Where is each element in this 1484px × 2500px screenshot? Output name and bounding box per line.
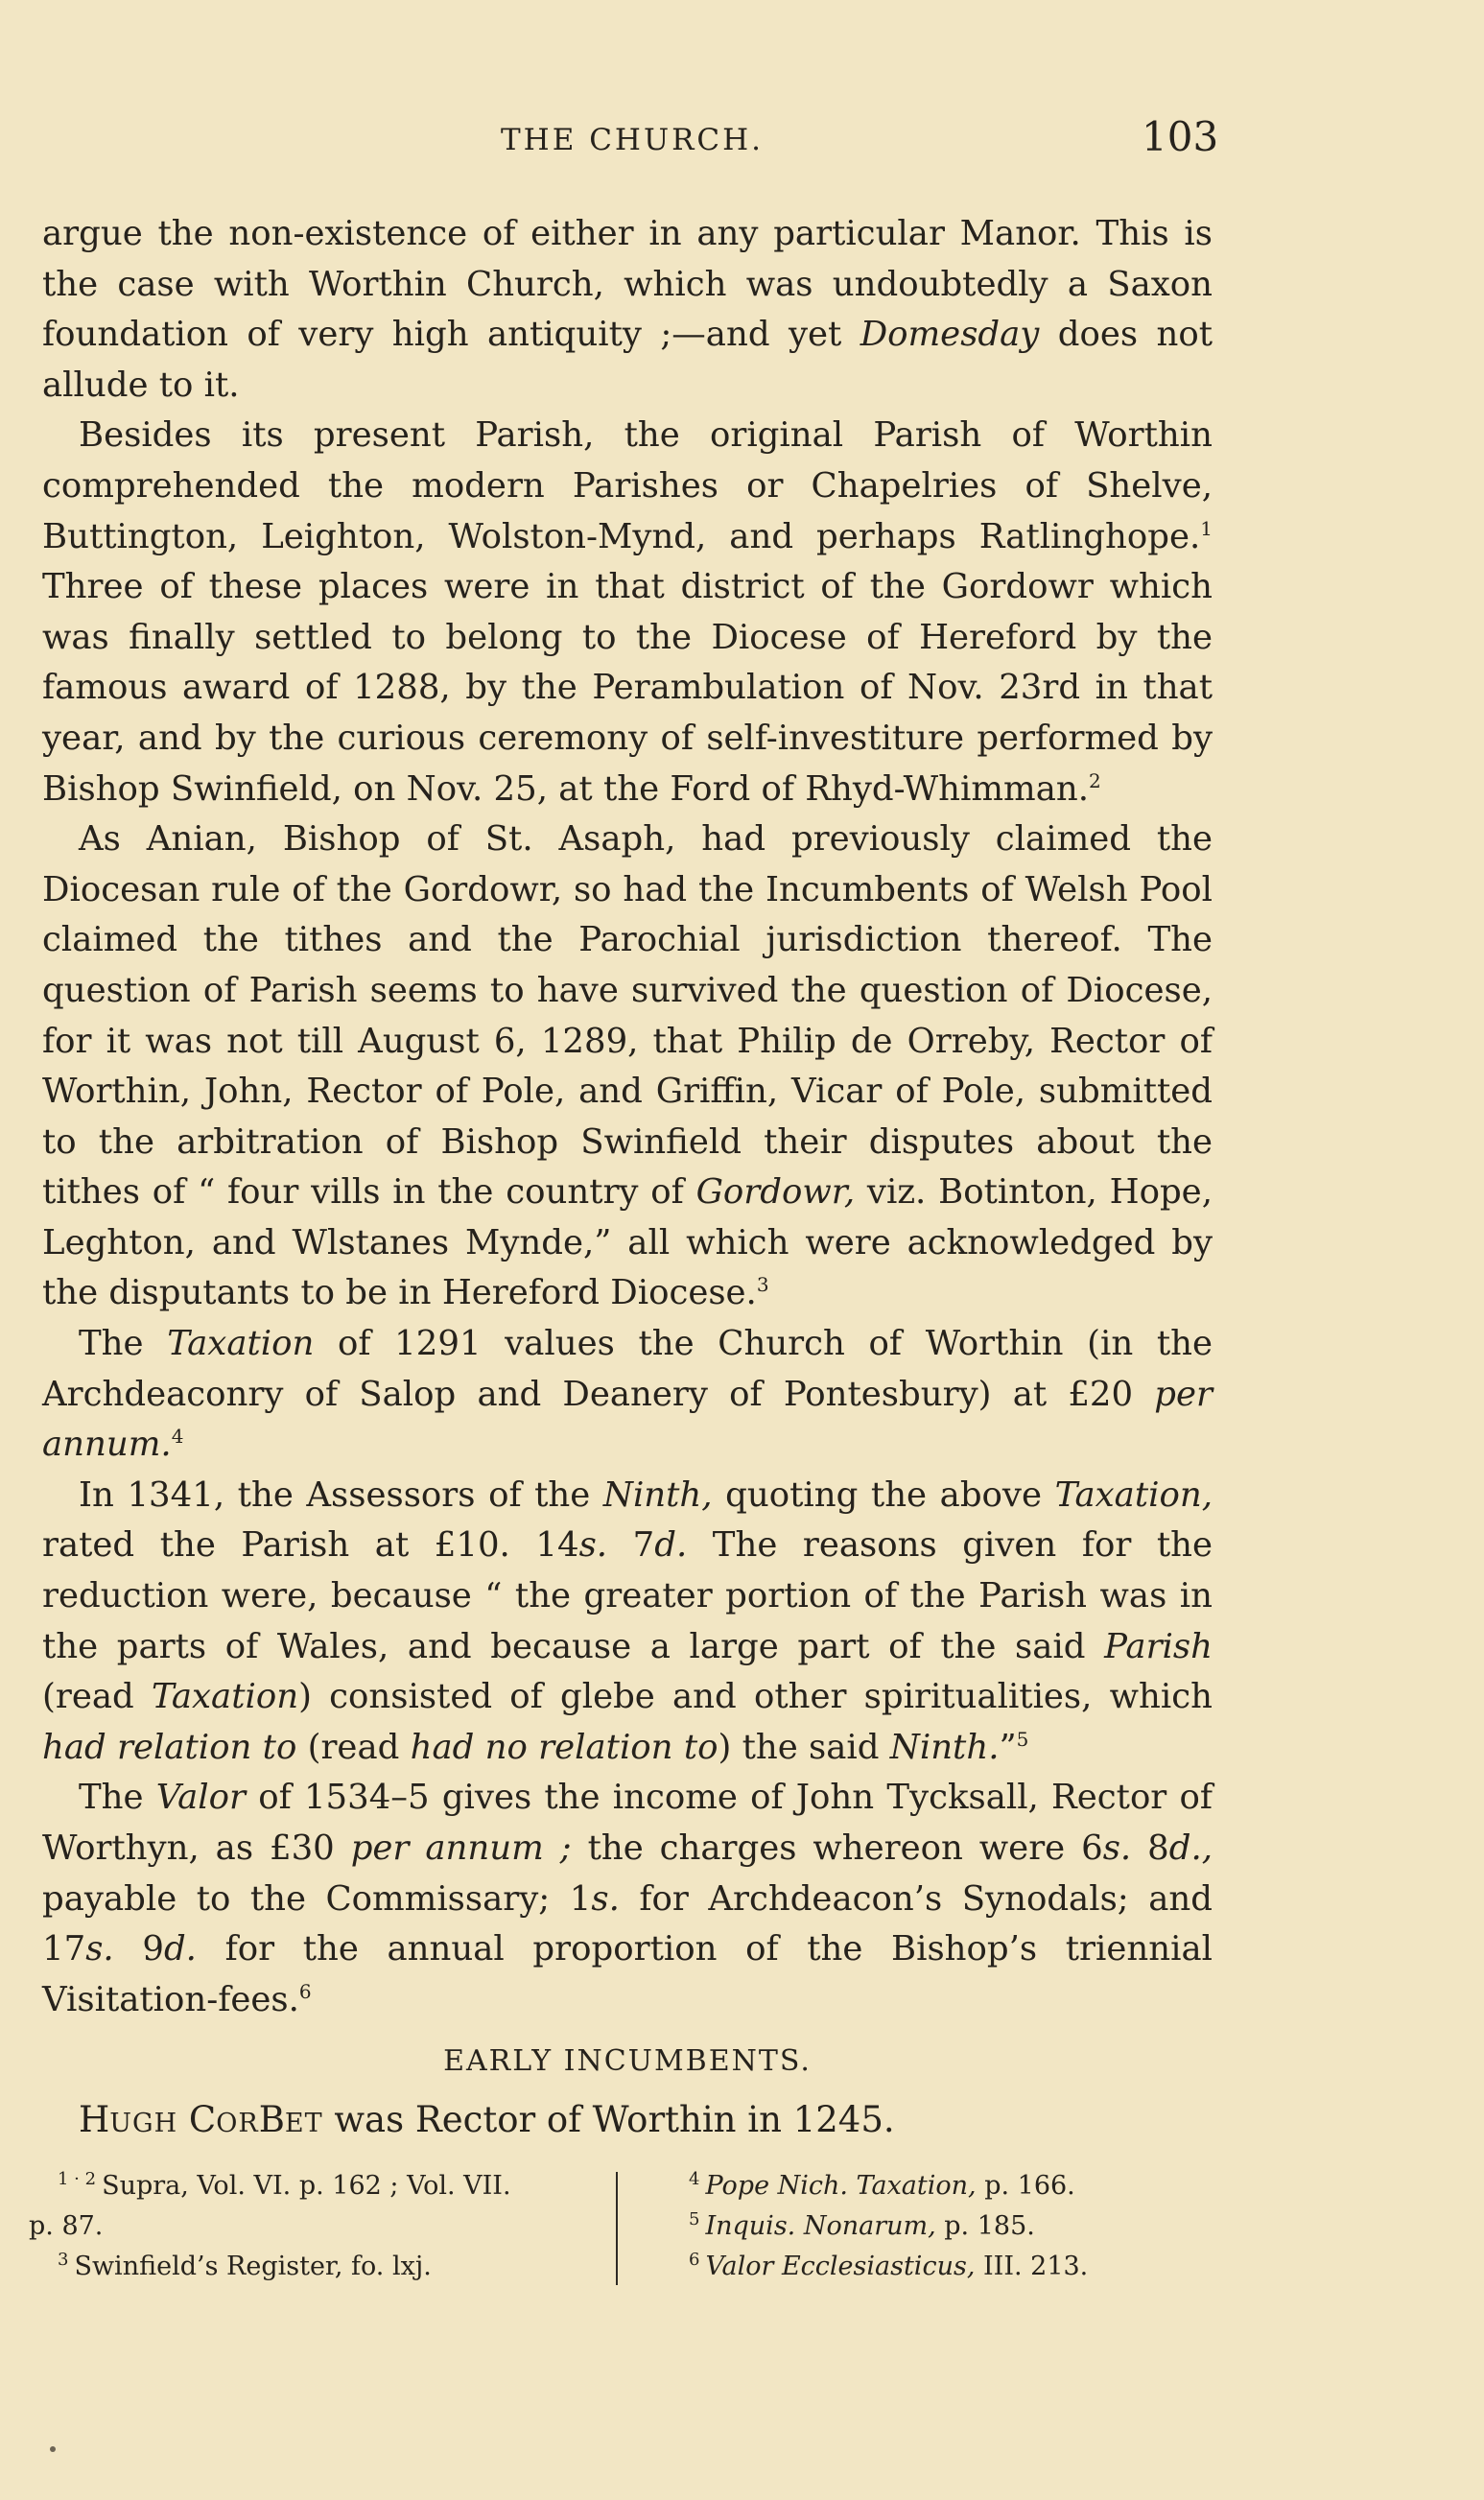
paragraph-5-text-k: (read xyxy=(42,1677,152,1717)
paragraph-6 xyxy=(42,1773,1213,2025)
paragraph-6-text-i: payable to the Commissary; 1 xyxy=(42,1878,592,1919)
paragraph-1-text-c: does not allude to it. xyxy=(42,315,1213,405)
footnote-3-text: Swinfield’s Register, fo. lxj. xyxy=(74,2252,432,2281)
footnote-6-italic: Valor Ecclesiasticus, xyxy=(705,2252,976,2281)
paragraph-5-italic-had-no-relation: had no relation to xyxy=(410,1727,718,1767)
paragraph-6-text-m: 9 xyxy=(113,1929,164,1969)
paragraph-2 xyxy=(42,411,1213,814)
paragraph-5-italic-ninth-2: Ninth. xyxy=(889,1727,1000,1767)
footnote-1-2 xyxy=(29,2166,604,2206)
page-number: 103 xyxy=(1142,113,1219,160)
paragraph-6-text-g: 8 xyxy=(1131,1828,1169,1868)
footnote-6-text: III. 213. xyxy=(975,2252,1089,2281)
name-last-rest: ET xyxy=(284,2108,323,2138)
incumbent-entry xyxy=(42,2095,1213,2150)
footnote-4 xyxy=(660,2166,1197,2206)
main-text xyxy=(42,209,1213,2150)
paragraph-5 xyxy=(42,1471,1213,1774)
footnote-5-text: p. 185. xyxy=(935,2211,1035,2241)
paragraph-6-text-e: the charges whereon were 6 xyxy=(571,1828,1103,1868)
paragraph-6-text-c: of 1534–5 gives the income of John Tycksall, Rector of Worthyn, as £30 xyxy=(42,1778,1213,1868)
name-first-rest: UGH xyxy=(109,2108,178,2138)
paragraph-6-italic-per-annum: per annum ; xyxy=(350,1828,572,1868)
running-header xyxy=(0,113,1484,171)
paragraph-5-italic-taxation: Taxation, xyxy=(1054,1474,1213,1515)
paragraph-3-text-c: viz. Botinton, Hope, Leghton, and Wlstanes Mynde,” all which were acknowledged by the disputants to be in Hereford Diocese. xyxy=(42,1172,1213,1313)
paragraph-6-italic-s-1: s. xyxy=(1102,1828,1132,1868)
paragraph-2-text-a: Besides its present Parish, the original Parish of Worthin comprehended the modern Parishes or Chapelries of Shelve, Buttington, Leighton, Wolston-Mynd, and perhaps Ratlinghope. xyxy=(42,415,1213,556)
footnote-6-marker: 6 xyxy=(689,2250,700,2270)
footnote-4-text: p. 166. xyxy=(976,2171,1075,2201)
footnote-6 xyxy=(660,2247,1197,2287)
paragraph-1-text-a: argue the non-existence of either in any particular Manor. This is the case with Worthin Church, which was undoubtedly a Saxon foundation of very high antiquity ;—and yet xyxy=(42,214,1213,355)
paragraph-5-closing-quote: ” xyxy=(999,1727,1017,1767)
paragraph-3-italic-gordowr: Gordowr, xyxy=(695,1172,856,1213)
paragraph-6-italic-s-3: s. xyxy=(85,1929,114,1969)
name-first-initial: H xyxy=(79,2098,110,2140)
paragraph-1 xyxy=(42,209,1213,411)
paragraph-6-italic-d-2: d. xyxy=(163,1929,197,1969)
footnote-1-2-text: Supra, Vol. VI. p. 162 ; Vol. VII. xyxy=(102,2171,511,2201)
paragraph-5-italic-had-relation: had relation to xyxy=(42,1727,297,1767)
footnote-5 xyxy=(660,2206,1197,2247)
paragraph-5-text-e: rated the Parish at £10. 14 xyxy=(42,1525,579,1566)
paragraph-5-text-m: ) consisted of glebe and other spiritualities, which xyxy=(298,1677,1213,1717)
running-title: THE CHURCH. xyxy=(501,123,765,157)
footnote-5-marker: 5 xyxy=(689,2209,700,2229)
footnote-4-marker: 4 xyxy=(689,2169,700,2189)
paragraph-3 xyxy=(42,814,1213,1319)
name-last-cap2: B xyxy=(258,2098,285,2140)
footnote-3-marker: 3 xyxy=(58,2250,69,2270)
paragraph-5-italic-parish: Parish xyxy=(1104,1626,1213,1666)
footnote-ref-1: 1 xyxy=(1200,516,1213,540)
footnote-ref-4: 4 xyxy=(171,1425,184,1449)
footnote-column-divider xyxy=(616,2172,618,2285)
paragraph-6-italic-s-2: s. xyxy=(591,1878,620,1919)
footnote-ref-6: 6 xyxy=(298,1979,312,2003)
incumbent-entry-rest: was Rector of Worthin in 1245. xyxy=(322,2098,895,2140)
paragraph-5-text-c: quoting the above xyxy=(712,1474,1055,1515)
name-last-mid: OR xyxy=(216,2108,259,2138)
footnote-ref-5: 5 xyxy=(1016,1727,1029,1751)
paragraph-2-text-b: Three of these places were in that district of the Gordowr which was finally settled to belong to the Diocese of Hereford by the famous award of 1288, by the Perambulation of Nov. 23rd in that year, and by the curious ceremony of self-investiture performed by Bishop Swinfield, on Nov. 25, at the Ford of Rhyd-Whimman. xyxy=(42,567,1213,809)
paragraph-5-italic-d: d. xyxy=(654,1525,688,1566)
footnote-ref-3: 3 xyxy=(756,1273,769,1297)
paragraph-5-text-i: The reasons given for the reduction were, because “ the greater portion of the Parish was in the parts of Wales, and because a large part of the said xyxy=(42,1525,1213,1666)
footnotes-left-column xyxy=(29,2166,604,2287)
paragraph-4 xyxy=(42,1319,1213,1471)
name-last-initial: C xyxy=(188,2098,217,2140)
paragraph-4-italic-taxation: Taxation xyxy=(167,1324,315,1364)
ink-blot-mark xyxy=(50,2446,56,2452)
paragraph-5-text-o: (read xyxy=(296,1727,411,1767)
footnote-4-italic: Pope Nich. Taxation, xyxy=(705,2171,977,2201)
paragraph-6-italic-d-1: d., xyxy=(1168,1828,1213,1868)
paragraph-5-italic-s: s. xyxy=(578,1525,608,1566)
paragraph-3-text-a: As Anian, Bishop of St. Asaph, had previously claimed the Diocesan rule of the Gordowr, so had the Incumbents of Welsh Pool claimed the tithes and the Parochial jurisdiction thereof. The question of Parish seems to have survived the question of Diocese, for it was not till August 6, 1289, that Philip de Orreby, Rector of Worthin, John, Rector of Pole, and Griffin, Vicar of Pole, submitted to the arbitration of Bishop Swinfield their disputes about the tithes of “ four vills in the country of xyxy=(42,819,1213,1213)
paragraph-5-italic-taxation-2: Taxation xyxy=(151,1677,299,1717)
paragraph-5-text-q: ) the said xyxy=(718,1727,890,1767)
paragraph-5-text-g: 7 xyxy=(607,1525,655,1566)
footnote-ref-2: 2 xyxy=(1089,768,1101,792)
footnote-3 xyxy=(29,2247,604,2287)
paragraph-1-italic-domesday: Domesday xyxy=(860,315,1040,355)
paragraph-6-text-o: for the annual proportion of the Bishop’s triennial Visitation-fees. xyxy=(42,1929,1213,2019)
paragraph-6-italic-valor: Valor xyxy=(155,1778,247,1818)
paragraph-6-text-k: for Archdeacon’s Synodals; and 17 xyxy=(42,1878,1213,1969)
footnote-5-italic: Inquis. Nonarum, xyxy=(705,2211,936,2241)
footnote-1-2-continuation: p. 87. xyxy=(29,2211,104,2241)
paragraph-5-italic-ninth: Ninth, xyxy=(602,1474,713,1515)
section-heading: EARLY INCUMBENTS. xyxy=(443,2044,812,2079)
footnotes-right-column xyxy=(660,2166,1197,2287)
paragraph-6-text-a: The xyxy=(79,1778,156,1818)
paragraph-4-text-c: of 1291 values the Church of Worthin (in the Archdeaconry of Salop and Deanery of Pontesbury) at £20 xyxy=(42,1324,1213,1414)
paragraph-5-text-a: In 1341, the Assessors of the xyxy=(79,1474,603,1515)
paragraph-4-text-a: The xyxy=(79,1324,168,1364)
footnotes xyxy=(29,2166,1218,2300)
paragraph-4-italic-per-annum: per annum. xyxy=(42,1374,1213,1465)
footnote-1-2-marker: 1 · 2 xyxy=(58,2169,97,2189)
